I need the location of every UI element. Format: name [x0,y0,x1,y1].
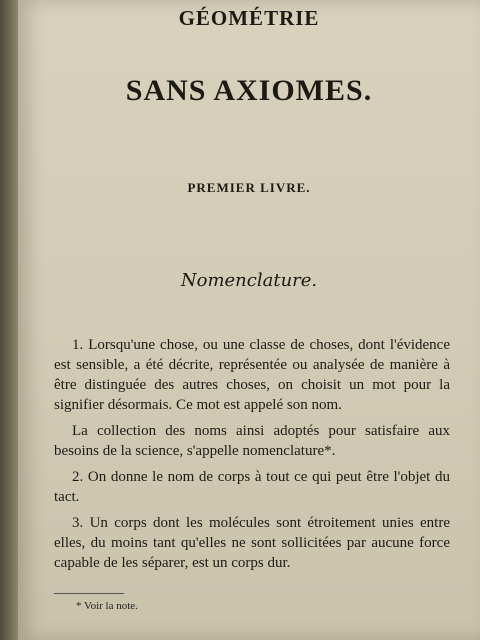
footnote-rule [54,593,124,594]
book-heading: PREMIER LIVRE. [187,180,311,195]
paragraph-4: 3. Un corps dont les molécules sont étroitement unies entre elles, du moins tant qu'elles ne sont sollicitées par aucune force capable de les séparer, est un corps dur. [54,515,450,571]
page-title: SANS AXIOMES. [125,74,373,107]
book-spine [0,0,18,640]
paragraph-2: La collection des noms ainsi adoptés pour satisfaire aux besoins de la science, s'appelle nomenclature*. [54,423,450,459]
running-heading: GÉOMÉTRIE [178,6,320,30]
section-heading: Nomenclature. [180,270,318,291]
footnote: * Voir la note. [76,600,138,612]
paragraph-3: 2. On donne le nom de corps à tout ce qui peut être l'objet du tact. [54,469,450,505]
paragraph-1: 1. Lorsqu'une chose, ou une classe de choses, dont l'évidence est sensible, a été décrite, représentée ou analysée de manière à être distinguée des autres choses, on choisit un mot pour la signifier désormais. Ce mot est appelé son nom. [54,337,450,413]
body-text [54,335,450,579]
